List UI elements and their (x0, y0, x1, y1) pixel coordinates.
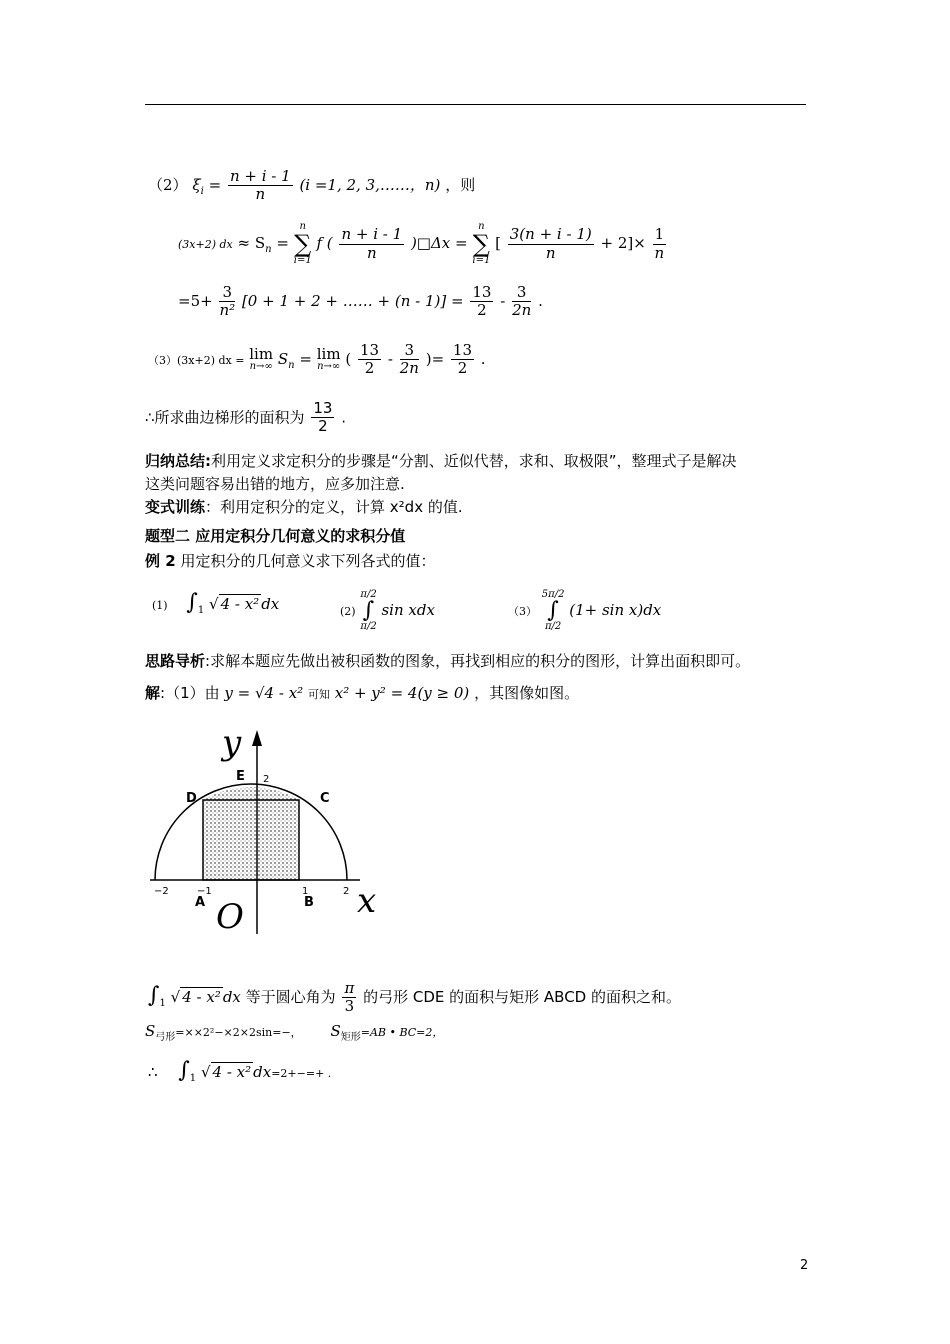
sigma: ∑ (294, 230, 312, 258)
period: . (538, 291, 543, 310)
minus: - (500, 291, 506, 310)
solution-heading: 解 (145, 684, 161, 702)
f-open: f ( (316, 234, 333, 252)
colon: : (205, 452, 212, 470)
equation-circle: x² + y² = 4(y ≥ 0) (334, 684, 470, 702)
fraction (653, 226, 667, 262)
step-3-line (148, 342, 486, 378)
denominator: n (366, 243, 377, 262)
numerator: 1 (654, 225, 665, 244)
summary-text: 利用定义求定积分的步骤是“分割、近似代替，求和、取极限”，整理式子是解决 (211, 452, 737, 470)
sn: S (277, 349, 289, 368)
hint-line (145, 650, 750, 671)
prefix: =5+ (178, 291, 213, 310)
fraction (311, 400, 334, 436)
equation-y: y = √4 - x² (224, 684, 304, 702)
conclusion-text: ∴所求曲边梯形的面积为 (145, 408, 305, 427)
fraction (400, 342, 419, 378)
equals: = (299, 349, 312, 368)
variant-line (145, 496, 463, 517)
example-text: 用定积分的几何意义求下列各式的值： (175, 552, 436, 570)
denominator: n (654, 243, 665, 262)
paren-close: )= (425, 349, 445, 368)
lim-sub: n→∞ (249, 361, 273, 373)
numerator: 3 (512, 284, 531, 302)
fraction (342, 980, 356, 1016)
tick-neg2: −2 (154, 886, 169, 897)
numerator: 3 (400, 342, 419, 360)
summary-text-2: 这类问题容易出错的地方，应多加注意. (145, 475, 405, 493)
tick-one: 1 (302, 886, 309, 897)
radicand: 4 - x² (220, 595, 260, 613)
sum-simplify-line (178, 284, 543, 320)
example2-line (145, 550, 435, 571)
denominator: 2 (477, 301, 487, 320)
explanation-text: 等于圆心角为 (245, 987, 336, 1006)
header-rule (145, 104, 806, 105)
sn-sub: n (288, 359, 295, 371)
point-e: E (236, 769, 245, 784)
final-line: ∴ $\int_1$ √ 4 - x² dx=2+−=+ . (148, 1058, 332, 1084)
numerator: n + i - 1 (341, 225, 403, 244)
point-c: C (320, 791, 330, 806)
sn-subscript: n (265, 244, 272, 255)
explanation-text-2: 的弓形 CDE 的面积与矩形 ABCD 的面积之和。 (363, 987, 681, 1006)
fraction (512, 284, 531, 320)
sum-upper: n (478, 221, 485, 232)
tick-neg1: −1 (197, 886, 212, 897)
numerator: n + i - 1 (229, 167, 291, 185)
integral-limits (542, 590, 565, 632)
y-arrow-icon (252, 730, 262, 746)
known-text: 可知 (307, 688, 330, 701)
dx: dx (261, 595, 280, 613)
period: . (480, 349, 486, 368)
xi-symbol: ξ (192, 175, 201, 194)
numerator: 13 (313, 399, 333, 417)
denominator: 2n (512, 301, 532, 320)
variant-heading: 变式训练 (145, 498, 206, 516)
lower-limit: 1 (197, 605, 205, 616)
hint-heading: 思路导析 (145, 652, 206, 670)
point-a: A (195, 895, 206, 910)
denominator: 2 (457, 359, 468, 378)
integral-sign: ∫ (148, 982, 160, 1008)
denominator: 2n (399, 359, 419, 378)
integral-limits (360, 590, 376, 632)
point-d: D (186, 791, 197, 806)
lower-limit: π/2 (544, 621, 562, 632)
lower-limit: 1 (189, 1073, 197, 1084)
approx-sn: ≈ S (237, 234, 266, 252)
problem-label: (2) (340, 605, 356, 618)
radicand: 4 - x² (182, 987, 221, 1006)
conclusion-line (145, 400, 346, 436)
area-line (145, 1022, 443, 1043)
page-number: 2 (800, 1258, 809, 1273)
plus-two: + 2]× (600, 234, 646, 252)
denominator: 2 (364, 359, 375, 378)
sum-symbol-2 (472, 222, 490, 266)
sum-symbol (294, 222, 312, 266)
sum-upper: n (299, 221, 306, 232)
fraction (358, 342, 381, 378)
tick-two: 2 (343, 886, 350, 897)
fraction (339, 226, 404, 262)
period: . (341, 408, 346, 427)
integral-sign: ∫ (362, 598, 375, 623)
s-symbol: S (145, 1022, 156, 1040)
lim-sub: n→∞ (317, 361, 341, 373)
integral-explanation: $\int_1$ √ 4 - x² dx 等于圆心角为 $\frac{\pi}{3}$ 的弓形 CDE 的面积与矩形 ABCD 的面积之和。 (148, 979, 681, 1016)
equals: = (276, 234, 289, 252)
origin-label: O (216, 897, 244, 937)
y-label: y (222, 723, 242, 763)
bracket: [ (495, 234, 501, 252)
s-symbol: S (330, 1022, 341, 1040)
fraction (219, 284, 235, 320)
minus: - (387, 349, 393, 368)
therefore-symbol: ∴ (148, 1063, 158, 1081)
sum-lower: i=1 (293, 255, 312, 266)
integrand: (1+ sin x)dx (569, 601, 662, 619)
summary-line-2 (145, 473, 405, 494)
variant-text: ：利用定积分的定义，计算 x²dx 的值. (205, 498, 463, 516)
point-b: B (304, 895, 314, 910)
hint-text: :求解本题应先做出被积函数的图象，再找到相应的积分的图形，计算出面积即可。 (205, 652, 751, 670)
fraction (228, 168, 293, 204)
numerator: 13 (472, 283, 492, 301)
segment-area: =××2²−×2×2sin=−， (175, 1026, 302, 1039)
fraction (508, 226, 594, 262)
summary-heading: 归纳总结 (145, 452, 206, 470)
s-subscript: 弓形 (155, 1032, 176, 1043)
riemann-sum-line (178, 222, 668, 266)
tick-two-top: 2 (263, 774, 270, 785)
denominator: 3 (344, 997, 355, 1016)
step-2-line (148, 168, 475, 204)
problem-label: （3） (508, 605, 537, 618)
upper-limit: π/2 (360, 589, 377, 600)
xi-subscript: i (200, 185, 204, 197)
index-range: (i =1, 2, 3,……，n) (299, 175, 441, 194)
limit (249, 347, 273, 372)
radicand: 4 - x² (212, 1063, 252, 1081)
lower-limit: 1 (159, 997, 166, 1009)
paren: ( (345, 349, 352, 368)
denominator: n² (219, 301, 236, 320)
integral-sign: ∫ (178, 1058, 190, 1083)
step-label: （3）(3x+2) dx = (148, 353, 245, 367)
numerator: π (344, 979, 355, 997)
series: [0 + 1 + 2 + …… + (n - 1)] = (241, 291, 464, 310)
then-text: ，则 (445, 175, 476, 194)
final-result: =2+−=+ . (271, 1067, 332, 1080)
type2-title: 题型二 应用定积分几何意义的求积分值 (145, 527, 406, 545)
example-heading: 例 2 (145, 552, 176, 570)
numerator: 3(n + i - 1) (509, 225, 592, 244)
numerator: 3 (219, 284, 235, 302)
shaded-region (203, 787, 299, 880)
s-subscript: 矩形 (340, 1032, 361, 1043)
problem-label: (1) (152, 599, 168, 612)
step-label: （2） (148, 175, 188, 194)
problem-1: (1) $\int_1$ √ 4 - x² dx (152, 590, 280, 616)
fraction (470, 284, 493, 320)
integrand: (3x+2) dx (178, 238, 233, 251)
integral-sign: ∫ (547, 598, 559, 623)
lower-limit: π/2 (360, 621, 377, 632)
semicircle-figure (150, 722, 390, 937)
solution-line (145, 682, 579, 703)
numerator: 13 (359, 341, 380, 359)
dx: dx (253, 1063, 272, 1081)
delta-x: )□Δx = (410, 234, 468, 252)
lim-text: lim (249, 345, 274, 364)
lim-text: lim (316, 345, 341, 364)
denominator: n (255, 185, 266, 204)
integral-sign: ∫ (186, 590, 198, 615)
rectangle-area: =AB • BC=2， (360, 1026, 444, 1039)
integrand: sin xdx (381, 601, 435, 619)
numerator: 13 (452, 341, 473, 359)
dx: dx (222, 987, 241, 1006)
x-label: x (357, 881, 377, 921)
fraction (451, 342, 474, 378)
denominator: n (545, 243, 556, 262)
limit-2 (317, 347, 341, 372)
sigma: ∑ (472, 230, 490, 258)
upper-limit: 5π/2 (541, 589, 565, 600)
problem-2 (340, 590, 435, 632)
solution-end: ，其图像如图。 (474, 684, 580, 702)
denominator: 2 (318, 417, 328, 436)
equals: = (208, 175, 222, 194)
summary-line-1 (145, 450, 737, 471)
problem-3 (508, 590, 661, 632)
solution-text: :（1）由 (160, 684, 220, 702)
sum-lower: i=1 (472, 255, 491, 266)
